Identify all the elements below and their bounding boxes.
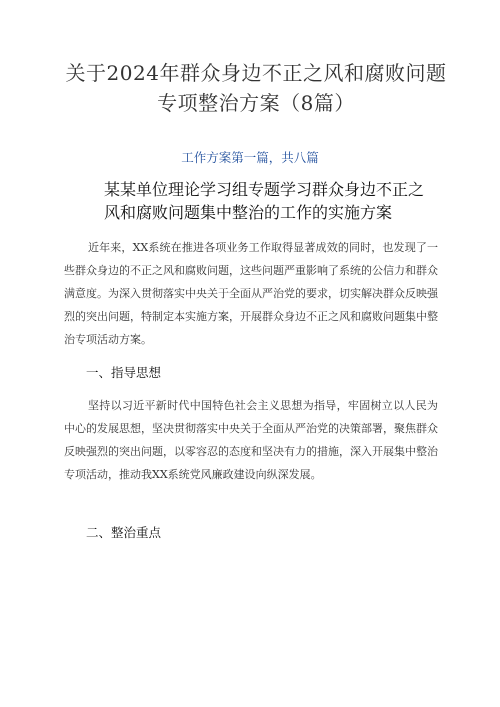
rectification-focus-heading: 二、整治重点 bbox=[86, 525, 162, 540]
intro-paragraph: 近年来，XX系统在推进各项业务工作取得显著成效的同时，也发现了一些群众身边的不正之风和腐败问题，这些问题严重影响了系统的公信力和群众满意度。为深入贯彻落实中央关于全面从严治党的要求，切实解决群众反映强烈的突出问题，特制定本实施方案，开展群众身边不正之风和腐败问题集中整治专项活动方案。 bbox=[64, 241, 438, 346]
document-title: 关于2024年群众身边不正之风和腐败问题专项整治方案（8篇） bbox=[65, 61, 447, 115]
guiding-ideology-paragraph: 坚持以习近平新时代中国特色社会主义思想为指导，牢固树立以人民为中心的发展思想，坚决贯彻落实中央关于全面从严治党的决策部署，聚焦群众反映强烈的突出问题，以零容忍的态度和坚决有力的措施，深入开展集中整治专项活动，推动我XX系统党风廉政建设向纵深发展。 bbox=[64, 399, 438, 481]
section-heading: 工作方案第一篇，共八篇 bbox=[181, 150, 319, 165]
guiding-ideology-heading: 一、指导思想 bbox=[86, 365, 162, 380]
plan-title: 某某单位理论学习组专题学习群众身边不正之风和腐败问题集中整治的工作的实施方案 bbox=[104, 180, 425, 222]
